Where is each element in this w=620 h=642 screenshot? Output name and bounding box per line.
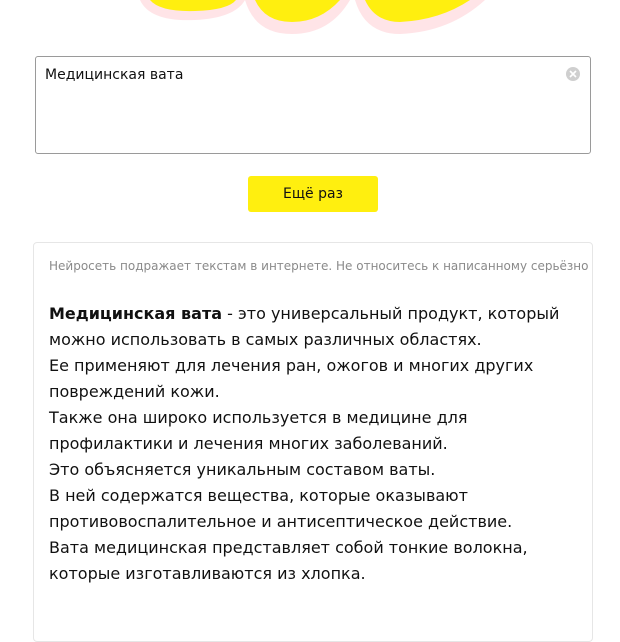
result-title-rest: - это универсальный продукт, который можно использовать в самых различных областях. [49,304,560,349]
result-paragraph: Это объясняется уникальным составом ваты. [49,460,436,479]
result-paragraph: Также она широко используется в медицине для профилактики и лечения многих заболеваний. [49,408,468,453]
prompt-input[interactable] [35,56,591,154]
result-title: Медицинская вата [49,304,223,323]
yellow-blob-right [355,0,485,34]
result-paragraph: Ее применяют для лечения ран, ожогов и многих других повреждений кожи. [49,356,534,401]
clear-icon[interactable] [566,67,580,81]
result-paragraph-intro [49,301,569,353]
prompt-input-value: Медицинская вата [45,67,184,83]
again-button[interactable]: Ещё раз [248,176,378,212]
yellow-blob-left [140,0,245,20]
result-paragraph: В ней содержатся вещества, которые оказывают противовоспалительное и антисептическое действие. [49,486,513,531]
generated-text [49,301,569,587]
result-paragraph: Вата медицинская представляет собой тонкие волокна, которые изготавливаются из хлопка. [49,538,528,583]
result-card [33,242,593,642]
header-illustration [0,0,620,40]
yellow-blob-center [245,0,350,34]
disclaimer-text: Нейросеть подражает текстам в интернете. Не относитесь к написанному серьёзно [49,259,589,273]
close-icon [569,70,577,78]
